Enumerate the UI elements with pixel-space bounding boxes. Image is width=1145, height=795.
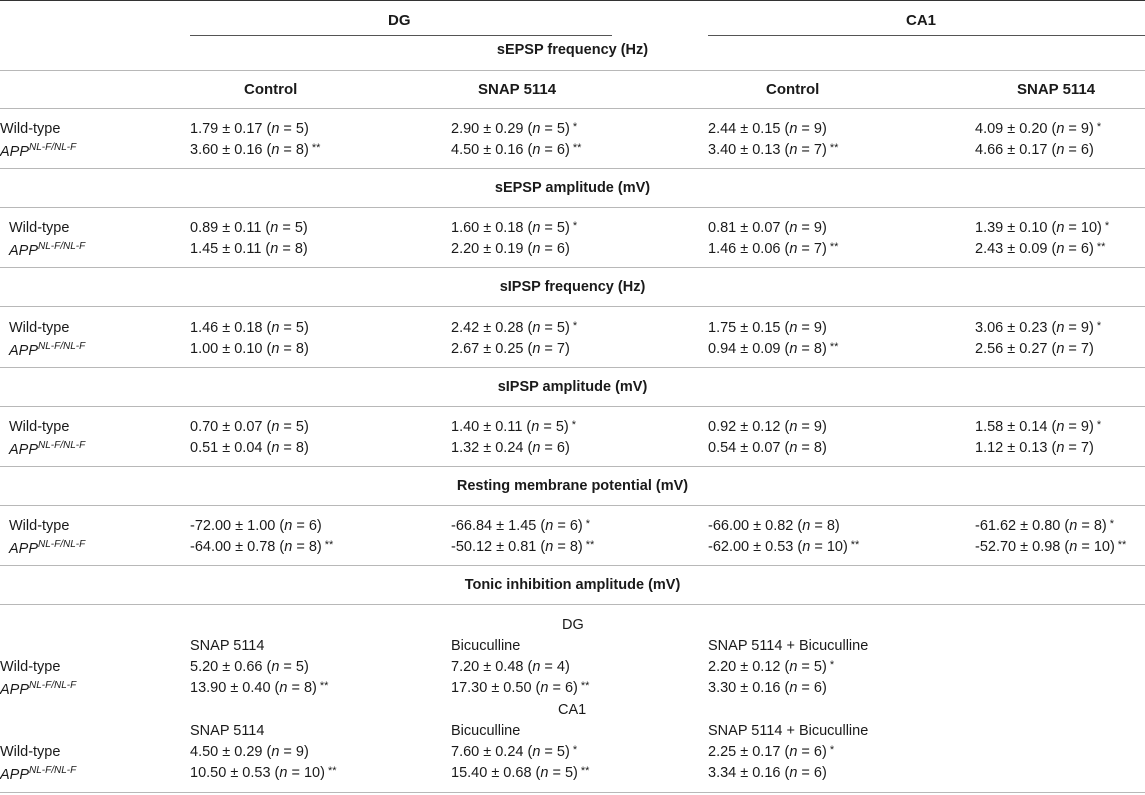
- data-cell: 2.25 ± 0.17 (n = 6) *: [708, 744, 835, 760]
- genotype-app-nlf: $APP^{NL-F/NL-F}$: [0, 142, 77, 160]
- tonic-region-label: CA1: [558, 702, 587, 718]
- data-cell: 0.70 ± 0.07 (n = 5): [190, 419, 309, 435]
- data-cell: 0.89 ± 0.11 (n = 5): [190, 220, 308, 236]
- data-cell: -52.70 ± 0.98 (n = 10) **: [975, 539, 1127, 555]
- data-cell: 0.51 ± 0.04 (n = 8): [190, 440, 309, 456]
- rule-under-section-title: [0, 604, 1145, 605]
- data-cell: 4.09 ± 0.20 (n = 9) *: [975, 121, 1102, 137]
- tonic-col-header: Bicuculline: [451, 638, 521, 654]
- data-cell: 13.90 ± 0.40 (n = 8) **: [190, 680, 329, 696]
- col-header-control: Control: [766, 81, 820, 98]
- data-cell: 7.20 ± 0.48 (n = 4): [451, 659, 570, 675]
- data-cell: 2.67 ± 0.25 (n = 7): [451, 341, 570, 357]
- data-cell: 1.60 ± 0.18 (n = 5) *: [451, 220, 578, 236]
- data-cell: 4.66 ± 0.17 (n = 6): [975, 142, 1094, 158]
- rule-under-col-headers: [0, 108, 1145, 109]
- section-title: Resting membrane potential (mV): [456, 478, 689, 494]
- tonic-col-header: SNAP 5114: [190, 723, 265, 739]
- rule-under-section-title: [0, 306, 1145, 307]
- data-cell: 1.46 ± 0.06 (n = 7) **: [708, 241, 839, 257]
- genotype-app-nlf: $APP^{NL-F/NL-F}$: [0, 765, 77, 783]
- tonic-col-header: Bicuculline: [451, 723, 521, 739]
- data-cell: 3.60 ± 0.16 (n = 8) **: [190, 142, 321, 158]
- data-cell: 0.81 ± 0.07 (n = 9): [708, 220, 827, 236]
- section-divider: [0, 565, 1145, 566]
- data-cell: -66.84 ± 1.45 (n = 6) *: [451, 518, 590, 534]
- section-title: Tonic inhibition amplitude (mV): [464, 577, 681, 593]
- data-cell: 4.50 ± 0.16 (n = 6) **: [451, 142, 582, 158]
- ca1-underline: [708, 35, 1145, 36]
- rule-under-section-title: [0, 505, 1145, 506]
- data-cell: 3.30 ± 0.16 (n = 6): [708, 680, 827, 696]
- data-cell: -72.00 ± 1.00 (n = 6): [190, 518, 322, 534]
- data-cell: 1.58 ± 0.14 (n = 9) *: [975, 419, 1102, 435]
- genotype-wild-type: Wild-type: [0, 121, 61, 137]
- tonic-col-header: SNAP 5114 + Bicuculline: [708, 723, 869, 739]
- region-header-dg: DG: [388, 12, 411, 29]
- tonic-region-label: DG: [562, 617, 584, 633]
- tonic-col-header: SNAP 5114: [190, 638, 265, 654]
- genotype-wild-type: Wild-type: [0, 659, 61, 675]
- data-cell: 0.92 ± 0.12 (n = 9): [708, 419, 827, 435]
- col-header-control: Control: [244, 81, 298, 98]
- data-cell: 2.42 ± 0.28 (n = 5) *: [451, 320, 578, 336]
- data-cell: 5.20 ± 0.66 (n = 5): [190, 659, 309, 675]
- data-cell: 4.50 ± 0.29 (n = 9): [190, 744, 309, 760]
- genotype-app-nlf: $APP^{NL-F/NL-F}$: [9, 440, 86, 458]
- rule-under-section-title: [0, 70, 1145, 71]
- top-rule: [0, 0, 1145, 1]
- genotype-wild-type: Wild-type: [9, 320, 70, 336]
- bottom-rule: [0, 792, 1145, 793]
- data-cell: 10.50 ± 0.53 (n = 10) **: [190, 765, 337, 781]
- data-cell: 2.44 ± 0.15 (n = 9): [708, 121, 827, 137]
- data-cell: 2.90 ± 0.29 (n = 5) *: [451, 121, 578, 137]
- data-cell: 2.20 ± 0.19 (n = 6): [451, 241, 570, 257]
- data-cell: 3.34 ± 0.16 (n = 6): [708, 765, 827, 781]
- data-cell: 2.43 ± 0.09 (n = 6) **: [975, 241, 1106, 257]
- data-cell: 3.40 ± 0.13 (n = 7) **: [708, 142, 839, 158]
- data-cell: 1.32 ± 0.24 (n = 6): [451, 440, 570, 456]
- data-cell: -50.12 ± 0.81 (n = 8) **: [451, 539, 595, 555]
- data-cell: 0.54 ± 0.07 (n = 8): [708, 440, 827, 456]
- dg-underline: [190, 35, 612, 36]
- data-cell: -61.62 ± 0.80 (n = 8) *: [975, 518, 1114, 534]
- tonic-col-header: SNAP 5114 + Bicuculline: [708, 638, 869, 654]
- data-cell: -64.00 ± 0.78 (n = 8) **: [190, 539, 334, 555]
- data-cell: 1.00 ± 0.10 (n = 8): [190, 341, 309, 357]
- genotype-wild-type: Wild-type: [9, 518, 70, 534]
- data-cell: 1.12 ± 0.13 (n = 7): [975, 440, 1094, 456]
- data-cell: 15.40 ± 0.68 (n = 5) **: [451, 765, 590, 781]
- genotype-wild-type: Wild-type: [0, 744, 61, 760]
- genotype-app-nlf: $APP^{NL-F/NL-F}$: [9, 241, 86, 259]
- genotype-app-nlf: $APP^{NL-F/NL-F}$: [9, 539, 86, 557]
- section-divider: [0, 367, 1145, 368]
- section-title: sIPSP frequency (Hz): [499, 279, 646, 295]
- genotype-app-nlf: $APP^{NL-F/NL-F}$: [9, 341, 86, 359]
- section-title: sEPSP frequency (Hz): [496, 42, 649, 58]
- region-header-ca1: CA1: [906, 12, 937, 29]
- data-cell: -62.00 ± 0.53 (n = 10) **: [708, 539, 860, 555]
- data-cell: 2.56 ± 0.27 (n = 7): [975, 341, 1094, 357]
- section-title: sIPSP amplitude (mV): [497, 379, 648, 395]
- data-cell: 1.79 ± 0.17 (n = 5): [190, 121, 309, 137]
- data-cell: 7.60 ± 0.24 (n = 5) *: [451, 744, 578, 760]
- data-cell: 1.39 ± 0.10 (n = 10) *: [975, 220, 1110, 236]
- data-cell: 0.94 ± 0.09 (n = 8) **: [708, 341, 839, 357]
- section-divider: [0, 267, 1145, 268]
- data-cell: 1.40 ± 0.11 (n = 5) *: [451, 419, 577, 435]
- rule-under-section-title: [0, 207, 1145, 208]
- data-cell: 1.45 ± 0.11 (n = 8): [190, 241, 308, 257]
- data-cell: -66.00 ± 0.82 (n = 8): [708, 518, 840, 534]
- data-cell: 17.30 ± 0.50 (n = 6) **: [451, 680, 590, 696]
- col-header-snap5114: SNAP 5114: [478, 81, 557, 98]
- data-cell: 1.75 ± 0.15 (n = 9): [708, 320, 827, 336]
- col-header-snap5114: SNAP 5114: [1017, 81, 1096, 98]
- genotype-app-nlf: $APP^{NL-F/NL-F}$: [0, 680, 77, 698]
- rule-under-section-title: [0, 406, 1145, 407]
- genotype-wild-type: Wild-type: [9, 419, 70, 435]
- section-divider: [0, 466, 1145, 467]
- genotype-wild-type: Wild-type: [9, 220, 70, 236]
- section-title: sEPSP amplitude (mV): [494, 180, 651, 196]
- data-cell: 3.06 ± 0.23 (n = 9) *: [975, 320, 1102, 336]
- data-cell: 1.46 ± 0.18 (n = 5): [190, 320, 309, 336]
- section-divider: [0, 168, 1145, 169]
- data-cell: 2.20 ± 0.12 (n = 5) *: [708, 659, 835, 675]
